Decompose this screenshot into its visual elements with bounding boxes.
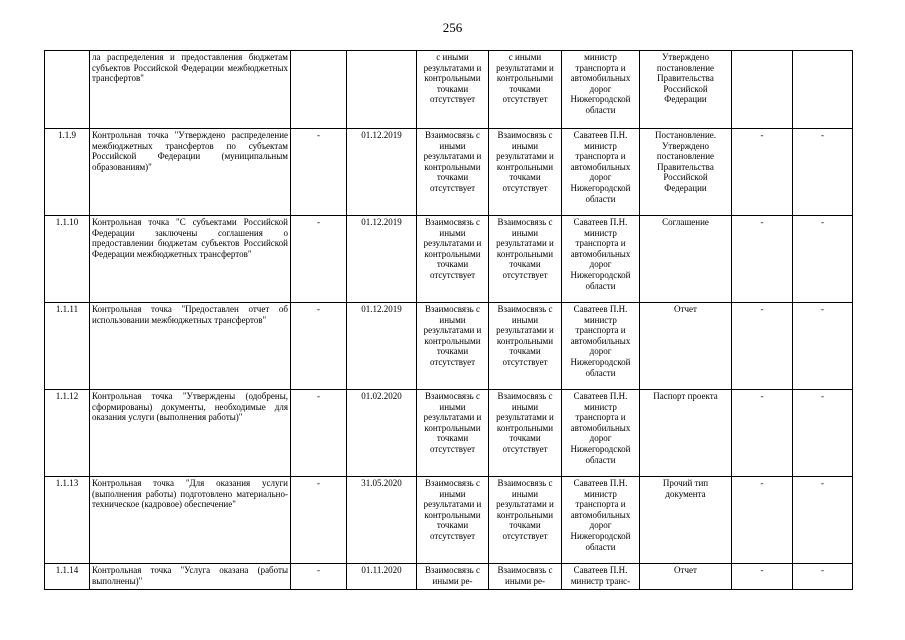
row-responsible: министр транспорта и автомобильных дорог Нижегородской области	[562, 51, 640, 129]
row-responsible: Саватеев П.Н. министр транс-	[562, 564, 640, 590]
row-start-date: -	[291, 477, 347, 564]
table-row	[45, 477, 853, 564]
row-start-date: -	[291, 564, 347, 590]
row-number: 1.1.9	[45, 129, 90, 216]
row-document: Соглашение	[640, 216, 732, 303]
row-document: Паспорт проекта	[640, 390, 732, 477]
row-status-b	[793, 51, 853, 129]
row-link-next: Взаимосвязь с иными результатами и контрольными точками отсутствует	[489, 129, 562, 216]
page-number: 256	[442, 20, 463, 35]
row-document: Постановление. Утверждено постановление Правительства Российской Федерации	[640, 129, 732, 216]
row-responsible: Саватеев П.Н. министр транспорта и автомобильных дорог Нижегородской области	[562, 129, 640, 216]
row-status-b: -	[793, 477, 853, 564]
row-name: Контрольная точка "Утверждены (одобрены, сформированы) документы, необходимые для оказания услуги (выполнения работы)"	[90, 390, 291, 477]
row-number: 1.1.12	[45, 390, 90, 477]
row-link-next: с иными результатами и контрольными точками отсутствует	[489, 51, 562, 129]
table-row	[45, 564, 853, 590]
row-name: ла распределения и предоставления бюджетам субъектов Российской Федерации межбюджетных трансфертов"	[90, 51, 291, 129]
row-name: Контрольная точка "Предоставлен отчет об использовании межбюджетных трансфертов"	[90, 303, 291, 390]
table-body	[45, 51, 853, 590]
table-row	[45, 390, 853, 477]
row-name: Контрольная точка "Для оказания услуги (выполнения работы) подготовлено материально-техническое (кадровое) обеспечение"	[90, 477, 291, 564]
row-number: 1.1.10	[45, 216, 90, 303]
table-row	[45, 51, 853, 129]
row-end-date: 01.12.2019	[347, 303, 417, 390]
row-status-b: -	[793, 564, 853, 590]
row-status-a: -	[732, 129, 793, 216]
row-status-b: -	[793, 129, 853, 216]
row-start-date: -	[291, 129, 347, 216]
row-link-previous: с иными результатами и контрольными точками отсутствует	[417, 51, 489, 129]
row-link-previous: Взаимосвязь с иными результатами и контрольными точками отсутствует	[417, 390, 489, 477]
row-name: Контрольная точка "С субъектами Российской Федерации заключены соглашения о предоставлении бюджетам субъектов Российской Федерации межбюджетных трансфертов"	[90, 216, 291, 303]
row-start-date: -	[291, 303, 347, 390]
row-document: Отчет	[640, 564, 732, 590]
row-end-date: 01.02.2020	[347, 390, 417, 477]
row-status-b: -	[793, 216, 853, 303]
row-responsible: Саватеев П.Н. министр транспорта и автомобильных дорог Нижегородской области	[562, 303, 640, 390]
row-status-a: -	[732, 477, 793, 564]
row-start-date: -	[291, 390, 347, 477]
row-link-previous: Взаимосвязь с иными результатами и контрольными точками отсутствует	[417, 303, 489, 390]
row-number: 1.1.13	[45, 477, 90, 564]
row-status-a: -	[732, 390, 793, 477]
row-status-b: -	[793, 390, 853, 477]
row-link-previous: Взаимосвязь с иными результатами и контрольными точками отсутствует	[417, 477, 489, 564]
control-points-table	[44, 50, 853, 590]
row-number	[45, 51, 90, 129]
table-row	[45, 303, 853, 390]
row-status-a	[732, 51, 793, 129]
table-row	[45, 216, 853, 303]
row-link-next: Взаимосвязь с иными ре-	[489, 564, 562, 590]
row-link-next: Взаимосвязь с иными результатами и контрольными точками отсутствует	[489, 303, 562, 390]
row-link-next: Взаимосвязь с иными результатами и контрольными точками отсутствует	[489, 390, 562, 477]
row-link-next: Взаимосвязь с иными результатами и контрольными точками отсутствует	[489, 477, 562, 564]
row-link-previous: Взаимосвязь с иными результатами и контрольными точками отсутствует	[417, 216, 489, 303]
row-document: Прочий тип документа	[640, 477, 732, 564]
row-responsible: Саватеев П.Н. министр транспорта и автомобильных дорог Нижегородской области	[562, 390, 640, 477]
row-end-date: 01.11.2020	[347, 564, 417, 590]
row-end-date	[347, 51, 417, 129]
row-start-date: -	[291, 216, 347, 303]
row-start-date	[291, 51, 347, 129]
row-status-a: -	[732, 564, 793, 590]
table-row	[45, 129, 853, 216]
row-status-a: -	[732, 303, 793, 390]
row-end-date: 01.12.2019	[347, 129, 417, 216]
row-document: Утверждено постановление Правительства Российской Федерации	[640, 51, 732, 129]
row-number: 1.1.14	[45, 564, 90, 590]
row-name: Контрольная точка "Услуга оказана (работы выполнены)"	[90, 564, 291, 590]
row-number: 1.1.11	[45, 303, 90, 390]
row-document: Отчет	[640, 303, 732, 390]
row-end-date: 31.05.2020	[347, 477, 417, 564]
row-responsible: Саватеев П.Н. министр транспорта и автомобильных дорог Нижегородской области	[562, 477, 640, 564]
row-link-previous: Взаимосвязь с иными результатами и контрольными точками отсутствует	[417, 129, 489, 216]
row-link-next: Взаимосвязь с иными результатами и контрольными точками отсутствует	[489, 216, 562, 303]
row-name: Контрольная точка "Утверждено распределение межбюджетных трансфертов по субъектам Российской Федерации (муниципальным образованиям)"	[90, 129, 291, 216]
row-link-previous: Взаимосвязь с иными ре-	[417, 564, 489, 590]
row-status-b: -	[793, 303, 853, 390]
row-responsible: Саватеев П.Н. министр транспорта и автомобильных дорог Нижегородской области	[562, 216, 640, 303]
row-end-date: 01.12.2019	[347, 216, 417, 303]
row-status-a: -	[732, 216, 793, 303]
